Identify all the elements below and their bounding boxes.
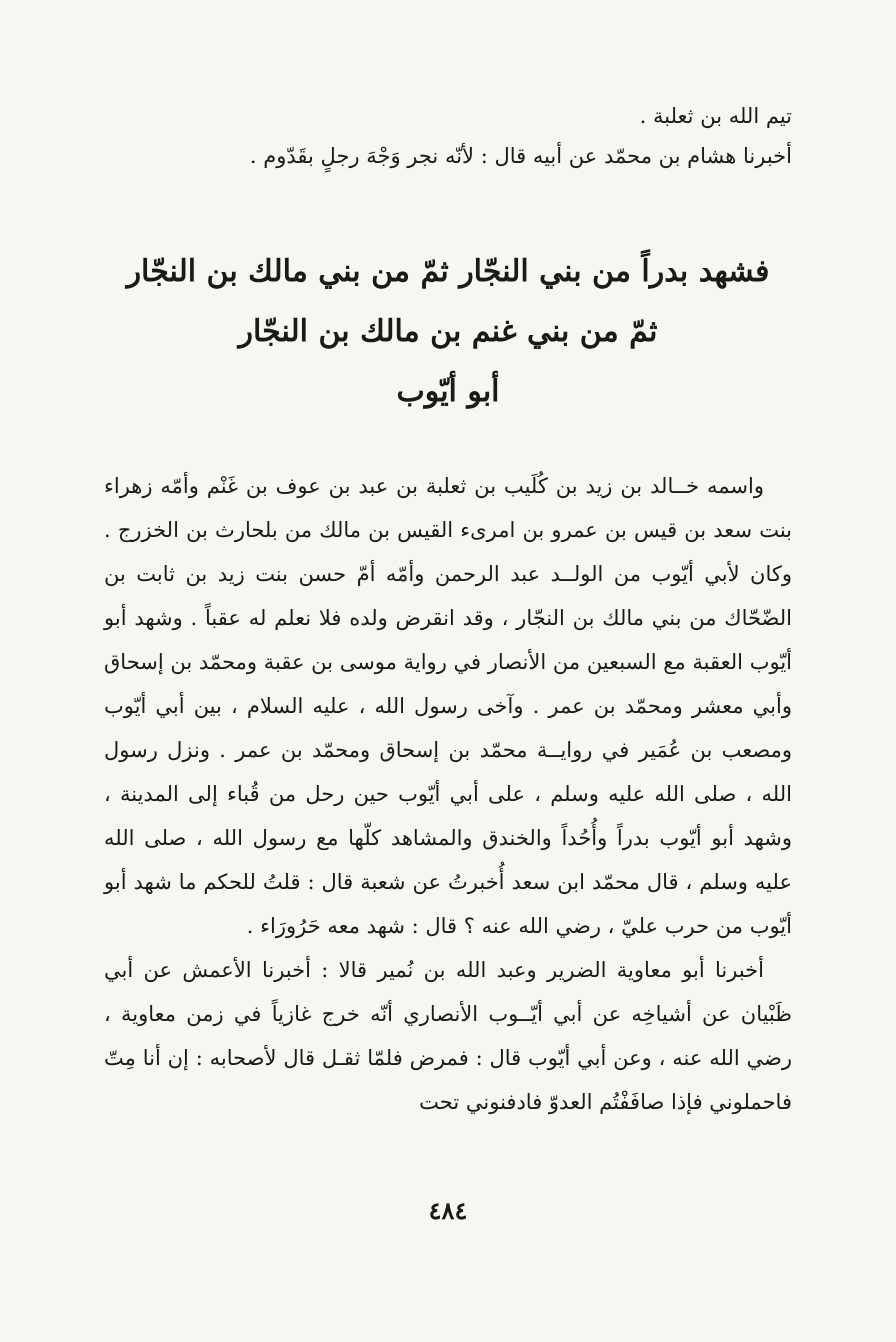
- body-text: [104, 464, 792, 1124]
- section-heading-2: ثمّ من بني غنم بن مالك بن النجّار: [238, 314, 658, 349]
- page-number: ٤٨٤: [428, 1196, 468, 1225]
- section-headings: [104, 242, 792, 422]
- body-paragraph-1: واسمه خــالد بن زيد بن كُلَيب بن ثعلبة بن عبد بن عوف بن غَنْم وأمّه زهراء بنت سعد بن قيس بن عمرو بن امرىء القيس بن مالك من بلحارث بن الخزرج . وكان لأبي أيّوب من الولــد عبد الرحمن وأمّه أمّ حسن بنت زيد بن ثابت بن الضّحّاك من بني مالك بن النجّار ، وقد انقرض ولده فلا نعلم له عقباً . وشهد أبو أيّوب العقبة مع السبعين من الأنصار في رواية موسى بن عقبة ومحمّد بن إسحاق وأبي معشر ومحمّد بن عمر . وآخى رسول الله ، عليه السلام ، بين أبي أيّوب ومصعب بن عُمَير في روايــة محمّد بن إسحاق ومحمّد بن عمر . ونزل رسول الله ، صلى الله عليه وسلم ، على أبي أيّوب حين رحل من قُباء إلى المدينة ، وشهد أبو أيّوب بدراً وأُحُداً والخندق والمشاهد كلّها مع رسول الله ، صلى الله عليه وسلم ، قال محمّد ابن سعد أُخبرتُ عن شعبة قال : قلتُ للحكم ما شهد أبو أيّوب من حرب عليّ ، رضي الله عنه ؟ قال : شهد معه حَرُورَاء .: [104, 474, 792, 938]
- section-heading-1: فشهد بدراً من بني النجّار ثمّ من بني مالك بن النجّار: [126, 254, 770, 289]
- top-line-1: تيم الله بن ثعلبة .: [639, 104, 792, 128]
- body-paragraph-2: أخبرنا أبو معاوية الضرير وعبد الله بن نُمير قالا : أخبرنا الأعمش عن أبي ظَبْيان عن أشياخِه عن أبي أيّــوب الأنصاري أنّه خرج غازياً في زمن معاوية ، رضي الله عنه ، وعن أبي أيّوب قال : فمرض فلمّا ثقـل قال لأصحابه : إن أنا مِتّ فاحملوني فإذا صافَفْتُم العدوّ فادفنوني تحت: [104, 958, 792, 1114]
- top-paragraph: [104, 96, 792, 176]
- section-heading-3: أبو أيّوب: [396, 374, 500, 409]
- top-line-2: أخبرنا هشام بن محمّد عن أبيه قال : لأنّه نجر وَجْهَ رجلٍ بقَدّوم .: [249, 144, 792, 168]
